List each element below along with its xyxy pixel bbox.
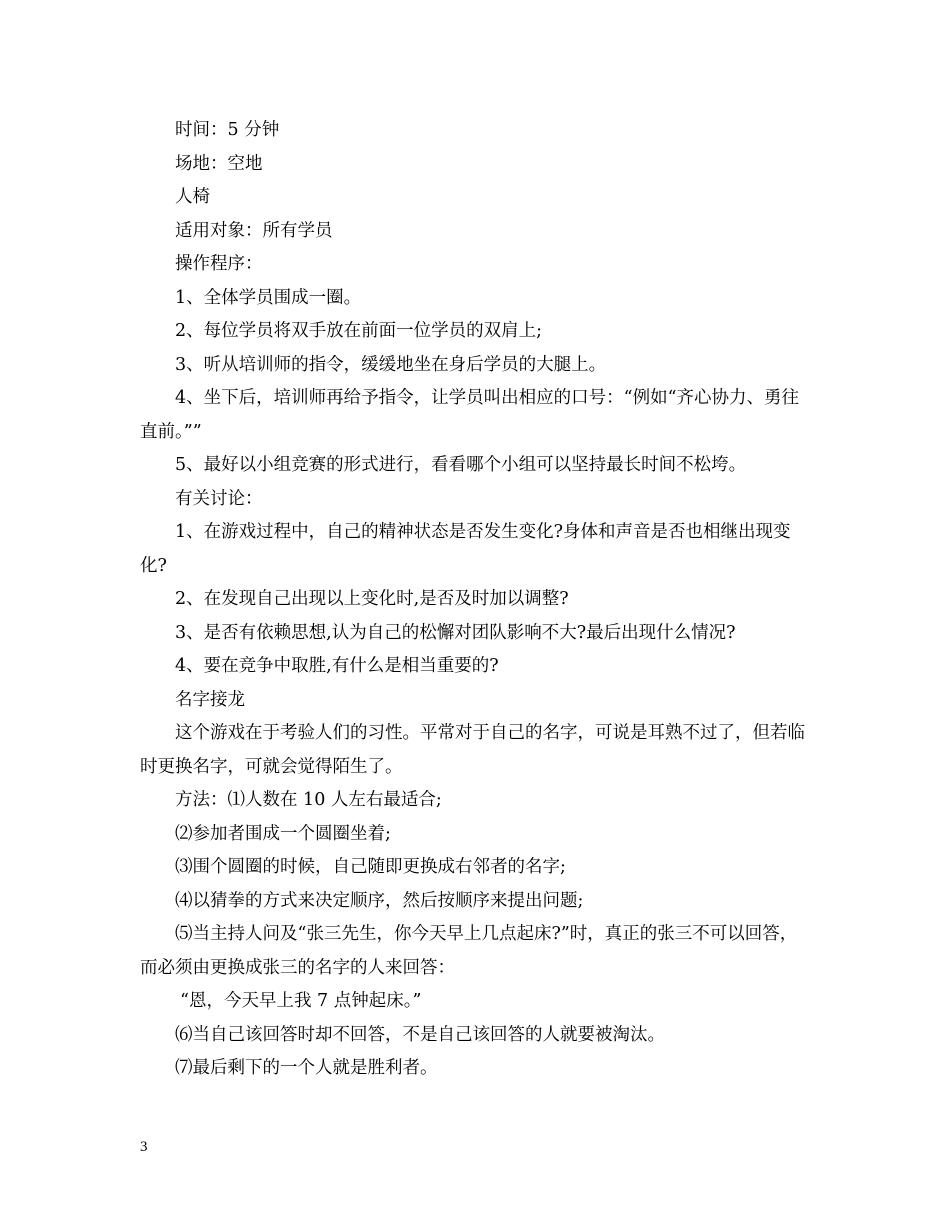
list-item: ⑸当主持人问及“张三先生，你今天早上几点起床?”时，真正的张三不可以回答，而必须由更换成张三的名字的人来回答： [140,924,798,978]
list-item: 4、要在竞争中取胜,有什么是相当重要的? [175,656,499,676]
page-number: 3 [140,1139,148,1155]
list-item: 方法：⑴人数在 10 人左右最适合; [175,790,442,810]
list-item: 1、在游戏过程中，自己的精神状态是否发生变化?身体和声音是否也相继出现变化? [140,522,791,576]
list-item: 3、是否有依赖思想,认为自己的松懈对团队影响不大?最后出现什么情况? [175,622,736,643]
list-item: 2、在发现自己出现以上变化时,是否及时加以调整? [175,589,569,609]
text-line: 有关讨论： [175,488,263,509]
text-line: 操作程序： [175,254,263,274]
list-item: 2、每位学员将双手放在前面一位学员的双肩上; [175,321,543,341]
list-item: ⑷以猜拳的方式来决定顺序，然后按顺序来提出问题; [175,890,584,911]
quoted-answer: “恩，今天早上我 7 点钟起床。” [180,991,422,1011]
text-line: 时间：5 分钟 [175,120,280,140]
list-item: 4、坐下后，培训师再给予指令，让学员叫出相应的口号：“例如“齐心协力、勇往直前。”” [140,388,800,442]
list-item: ⑶围个圆圈的时候，自己随即更换成右邻者的名字; [175,857,566,877]
list-item: ⑵参加者围成一个圆圈坐着; [175,823,391,844]
list-item: 5、最好以小组竞赛的形式进行，看看哪个小组可以坚持最长时间不松垮。 [175,455,747,475]
body-paragraph: 这个游戏在于考验人们的习性。平常对于自己的名字，可说是耳熟不过了，但若临时更换名字，可就会觉得陌生了。 [140,723,805,777]
text-line: 适用对象：所有学员 [175,220,333,241]
list-item: ⑺最后剩下的一个人就是胜利者。 [175,1058,438,1078]
section-heading: 人椅 [175,187,210,207]
document-body [140,114,812,1086]
text-line: 场地：空地 [175,153,263,174]
list-item: ⑹当自己该回答时却不回答，不是自己该回答的人就要被淘汰。 [175,1024,665,1045]
list-item: 3、听从培训师的指令，缓缓地坐在身后学员的大腿上。 [175,354,607,375]
section-heading: 名字接龙 [175,689,245,710]
list-item: 1、全体学员围成一圈。 [175,287,362,308]
